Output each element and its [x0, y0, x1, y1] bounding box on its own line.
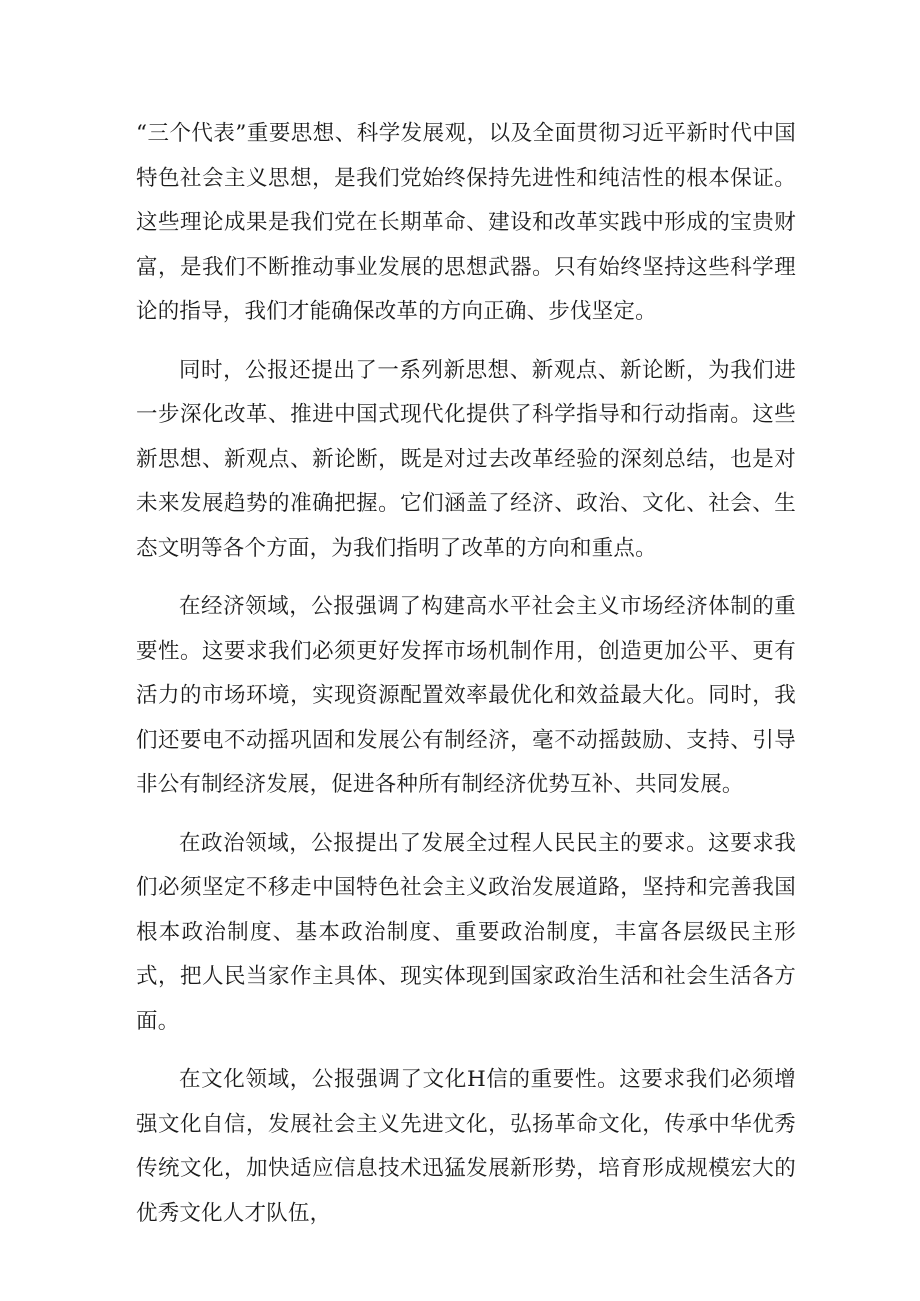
- paragraph-4: 在政治领域，公报提出了发展全过程人民民主的要求。这要求我们必须坚定不移走中国特色社会主义政治发展道路，坚持和完善我国根本政治制度、基本政治制度、重要政治制度，丰富各层级民主形式，把人民当家作主具体、现实体现到国家政治生活和社会生活各方面。: [136, 830, 796, 1034]
- document-body: [136, 112, 796, 1250]
- paragraph-2: 同时，公报还提出了一系列新思想、新观点、新论断，为我们进一步深化改革、推进中国式现代化提供了科学指导和行动指南。这些新思想、新观点、新论断，既是对过去改革经验的深刻总结，也是对未来发展趋势的准确把握。它们涵盖了经济、政治、文化、社会、生态文明等各个方面，为我们指明了改革的方向和重点。: [136, 357, 796, 561]
- paragraph-3: 在经济领域，公报强调了构建高水平社会主义市场经济体制的重要性。这要求我们必须更好发挥市场机制作用，创造更加公平、更有活力的市场环境，实现资源配置效率最优化和效益最大化。同时，我们还要电不动摇巩固和发展公有制经济，毫不动摇鼓励、支持、引导非公有制经济发展，促进各种所有制经济优势互补、共同发展。: [136, 594, 796, 797]
- paragraph-5: 在文化领域，公报强调了文化H信的重要性。这要求我们必须增强文化自信，发展社会主义先进文化，弘扬革命文化，传承中华优秀传统文化，加快适应信息技术迅猛发展新形势，培育形成规模宏大的优秀文化人才队伍，: [136, 1067, 796, 1226]
- paragraph-1: “三个代表”重要思想、科学发展观，以及全面贯彻习近平新时代中国特色社会主义思想，是我们党始终保持先进性和纯洁性的根本保证。这些理论成果是我们党在长期革命、建设和改革实践中形成的宝贵财富，是我们不断推动事业发展的思想武器。只有始终坚持这些科学理论的指导，我们才能确保改革的方向正确、步伐坚定。: [136, 121, 796, 324]
